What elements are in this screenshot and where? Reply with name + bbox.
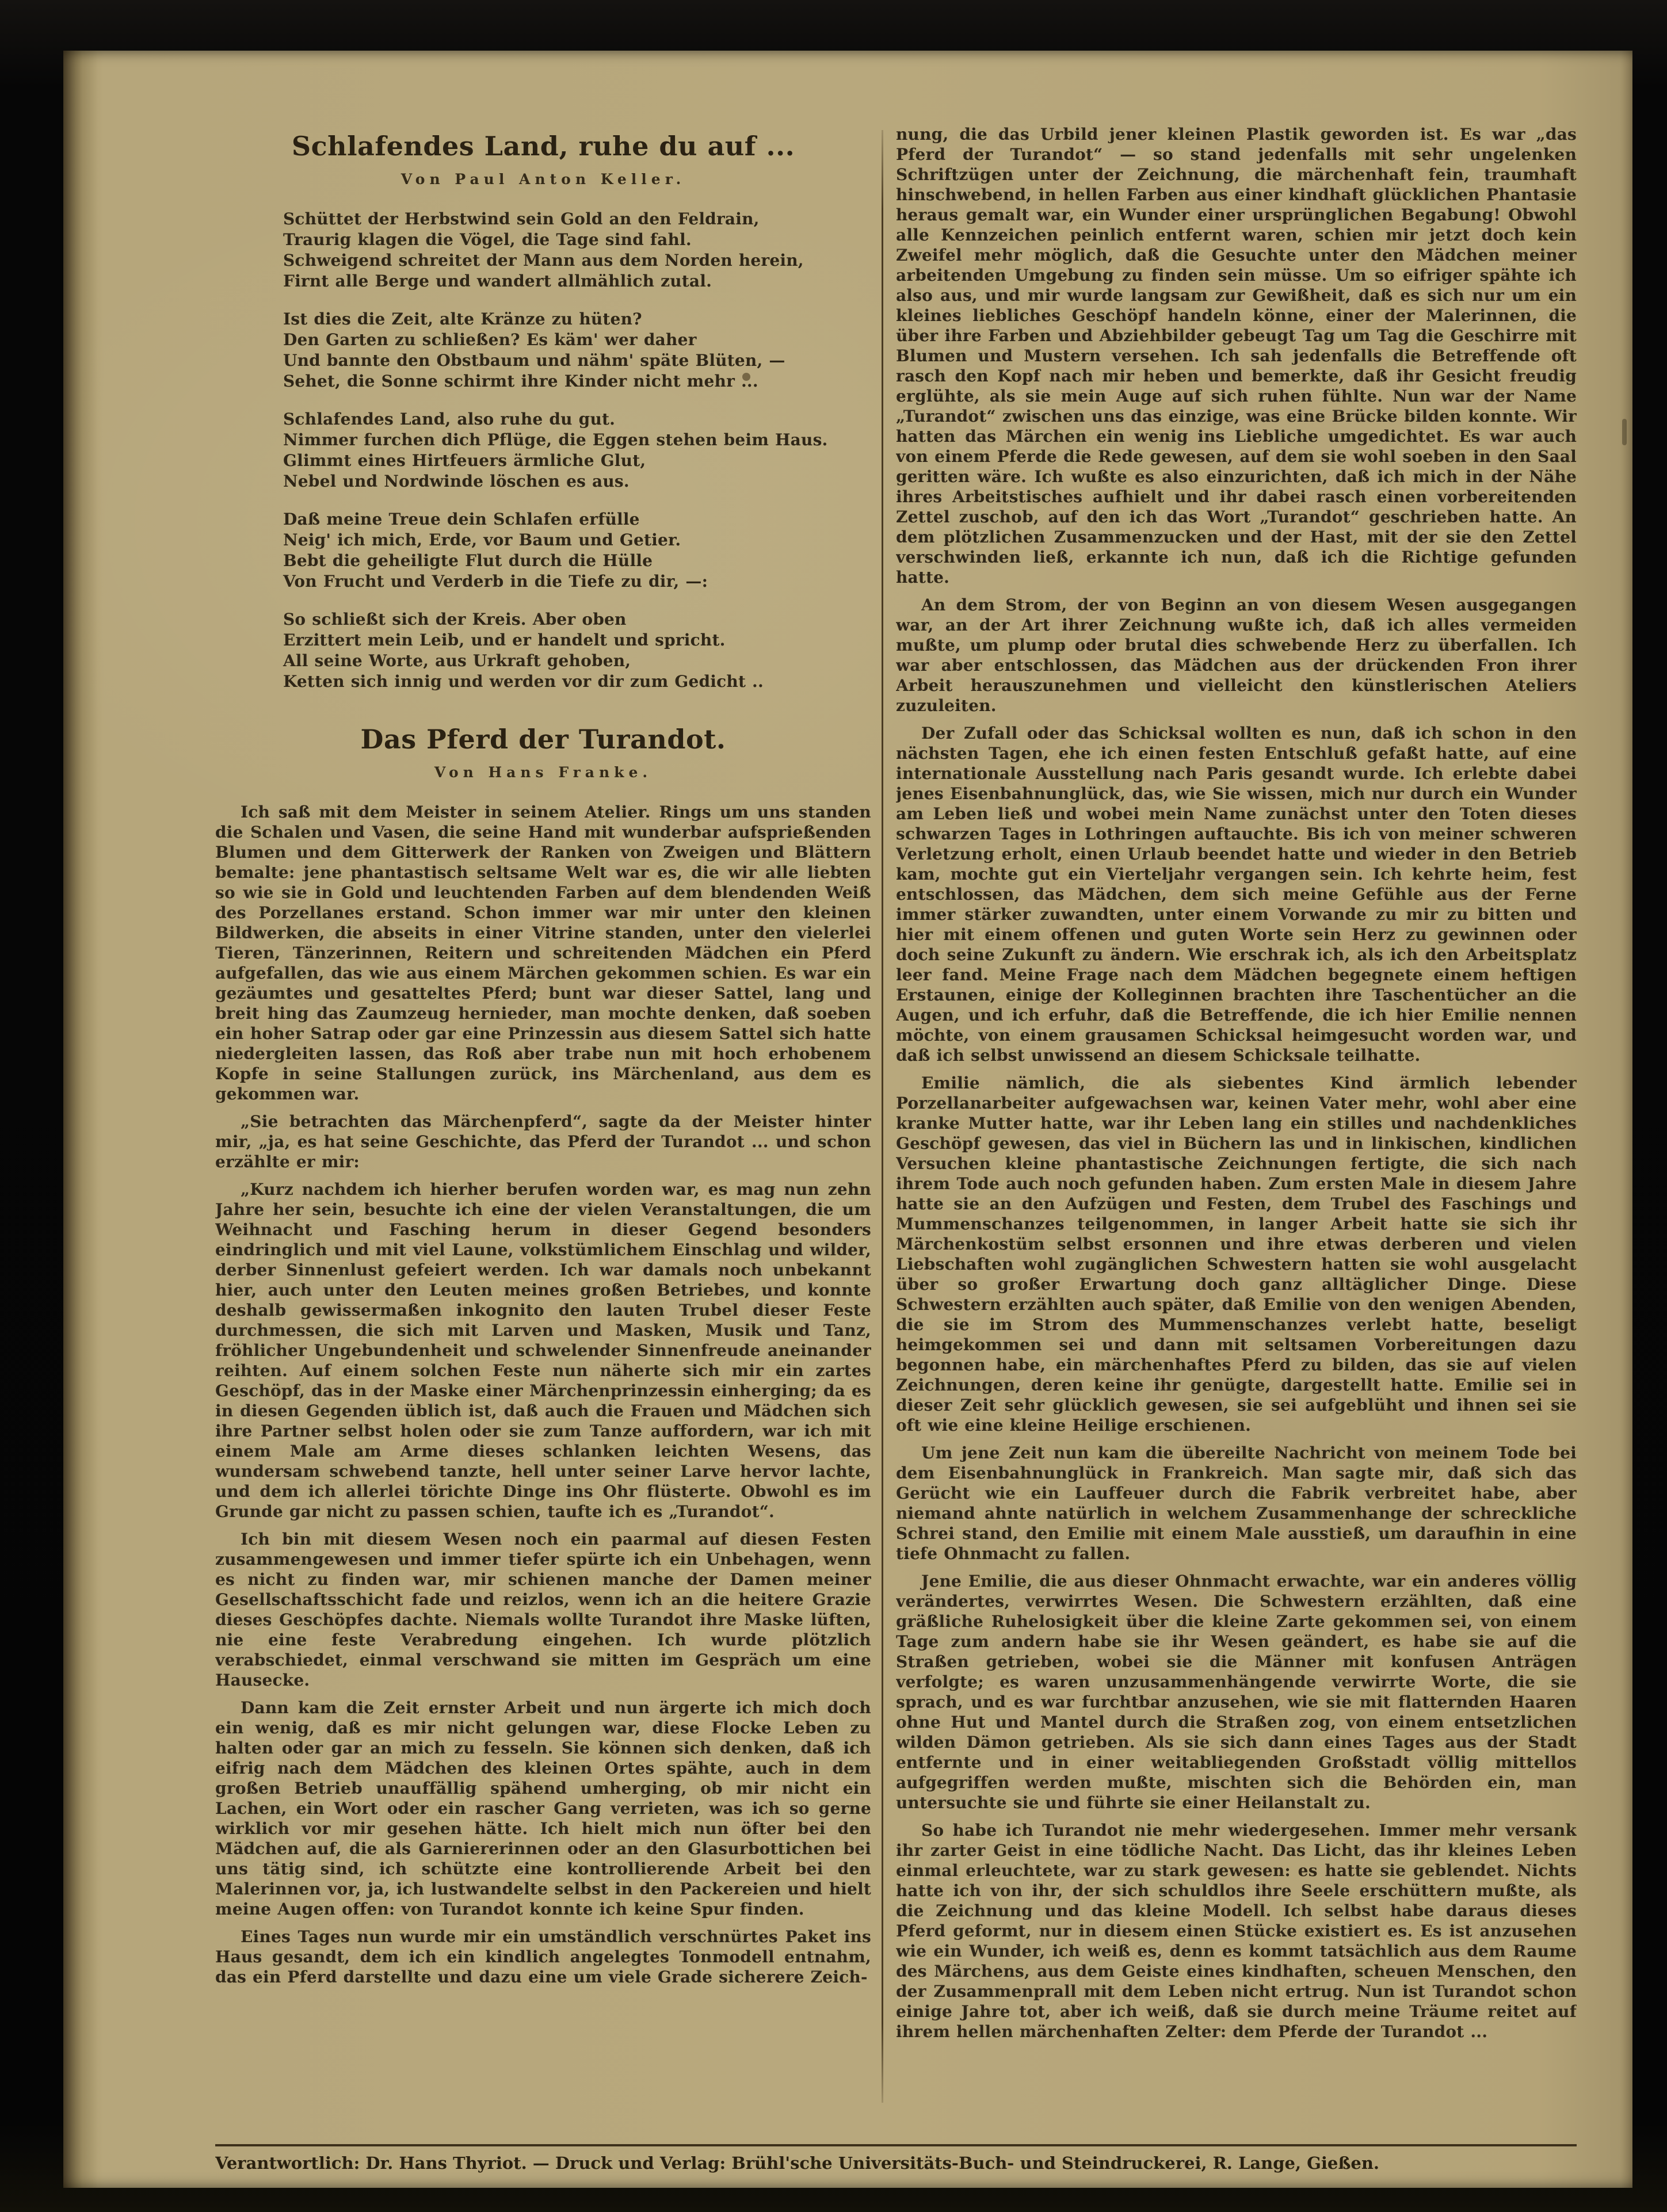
story-paragraph: Jene Emilie, die aus dieser Ohnmacht erwachte, war ein anderes völlig verändertes, verwirrtes Wesen. Die Schwestern erzählten, daß eine gräßliche Ruhelosigkeit über die kleine Zarte gekommen sei, von einem Tage zum andern habe sie ihr Wesen geändert, es habe sie auf die Straßen getrieben, wobei sie die Männer mit konfusen Anträgen verfolgte; es waren unzusammenhängende verwirrte Worte, die sie sprach, und es war furchtbar anzusehen, wie sie mit flatternden Haaren ohne Hut und Mantel durch die Straßen zog, von einem entsetzlichen wilden Dämon getrieben. Als sie sich dann eines Tages aus der Stadt entfernte und in einer weitabliegenden Großstadt völlig mittellos aufgegriffen werden mußte, mischten sich die Behörden ein, man untersuchte sie und führte sie einer Heilanstalt zu. — [896, 1572, 1577, 1812]
poem-line: Bebt die geheiligte Flut durch die Hülle — [283, 551, 653, 570]
poem-line: Den Garten zu schließen? Es käm' wer daher — [283, 330, 697, 349]
poem — [215, 209, 871, 692]
poem-byline: Von Paul Anton Keller. — [400, 171, 686, 188]
story-paragraph: An dem Strom, der von Beginn an von diesem Wesen ausgegangen war, an der Art ihrer Zeichnung wußte ich, daß ich alles vermeiden mußte, um plump oder brutal dies schwebende Herz zu überfallen. Ich war aber entschlossen, das Mädchen aus der drückenden Fron ihrer Arbeit herauszunehmen und vielleicht den künstlerischen Ateliers zuzuleiten. — [896, 595, 1577, 715]
poem-stanza-2 — [283, 309, 871, 392]
binding-shadow — [63, 51, 98, 2188]
right-column — [896, 124, 1577, 2102]
imprint-text: Verantwortlich: Dr. Hans Thyriot. — Druck und Verlag: Brühl'sche Universitäts-Buch- und Steindruckerei, R. Lange, Gießen. — [215, 2153, 1380, 2173]
poem-stanza-1 — [283, 209, 871, 292]
column-divider-rule — [882, 130, 883, 2103]
poem-line: Neig' ich mich, Erde, vor Baum und Getier. — [283, 530, 681, 549]
poem-line: Schüttet der Herbstwind sein Gold an den Feldrain, — [283, 209, 760, 228]
poem-line: Traurig klagen die Vögel, die Tage sind fahl. — [283, 230, 692, 249]
story-paragraph: Dann kam die Zeit ernster Arbeit und nun ärgerte ich mich doch ein wenig, daß es mir nicht gelungen war, diese Flocke Leben zu halten oder gar an mich zu fesseln. Sie können sich denken, daß ich eifrig nach dem Mädchen des kleinen Ortes spähte, auch in dem großen Betrieb unauffällig spähend umherging, ob mir nicht ein Lachen, ein Wort oder ein rascher Gang verrieten, was ich so gerne wirklich vor mir gesehen hätte. Ich hielt mich nun öfter bei den Mädchen auf, die als Garniererinnen oder an den Glasurbottichen bei uns tätig sind, ich schützte eine kontrollierende Arbeit bei den Malerinnen vor, ja, ich lustwandelte selbst in den Packereien und hielt meine Augen offen: von Turandot konnte ich keine Spur finden. — [215, 1698, 871, 1919]
poem-line: Schweigend schreitet der Mann aus dem Norden herein, — [283, 251, 804, 270]
newspaper-page — [63, 51, 1632, 2188]
footer — [215, 2144, 1577, 2173]
poem-line: Ist dies die Zeit, alte Kränze zu hüten? — [283, 310, 642, 328]
poem-stanza-4 — [283, 509, 871, 592]
story-byline: Von Hans Franke. — [434, 764, 653, 781]
poem-stanza-3 — [283, 409, 871, 492]
poem-line: Firnt alle Berge und wandert allmählich zutal. — [283, 272, 712, 291]
poem-line: So schließt sich der Kreis. Aber oben — [283, 610, 627, 629]
poem-line: Glimmt eines Hirtfeuers ärmliche Glut, — [283, 451, 646, 470]
poem-line: Von Frucht und Verderb in die Tiefe zu dir, —: — [283, 572, 708, 591]
poem-title: Schlafendes Land, ruhe du auf ... — [291, 131, 795, 162]
poem-line: Erzittert mein Leib, und er handelt und spricht. — [283, 631, 726, 650]
story-paragraph: „Sie betrachten das Märchenpferd“, sagte da der Meister hinter mir, „ja, es hat seine Geschichte, das Pferd der Turandot ... und schon erzählte er mir: — [215, 1112, 871, 1171]
poem-line: Und bannte den Obstbaum und nähm' späte Blüten, — — [283, 351, 785, 370]
story-paragraph: Eines Tages nun wurde mir ein umständlich verschnürtes Paket ins Haus gesandt, dem ich ein kindlich angelegtes Tonmodell entnahm, das ein Pferd darstellte und dazu eine um viele Grade sicherere Zeich- — [215, 1927, 871, 1986]
story-title: Das Pferd der Turandot. — [360, 724, 726, 755]
poem-line: Nimmer furchen dich Pflüge, die Eggen stehen beim Haus. — [283, 430, 828, 449]
poem-line: Ketten sich innig und werden vor dir zum Gedicht .. — [283, 672, 764, 691]
poem-line: Schlafendes Land, also ruhe du gut. — [283, 410, 616, 429]
story-paragraph: „Kurz nachdem ich hierher berufen worden war, es mag nun zehn Jahre her sein, besuchte ich eine der vielen Veranstaltungen, die um Weihnacht und Fasching herum in dieser Gegend besonders eindringlich und mit viel Laune, volkstümlichem Einschlag und wilder, derber Sinnenlust gefeiert werden. Ich war damals noch unbekannt hier, auch unter den Leuten meines großen Betriebes, und konnte deshalb gewissermaßen inkognito den lauten Trubel dieser Feste durchmessen, die sich mit Larven und Masken, Musik und Tanz, fröhlicher Ungebundenheit und schwelender Sinnenfreude aneinander reihten. Auf einem solchen Feste nun näherte sich mir ein zartes Geschöpf, das in der Maske einer Märchenprinzessin einherging; da es in diesen Gegenden üblich ist, daß auch die Frauen und Mädchen sich ihre Partner selbst holen oder sie zum Tanze auffordern, war ich mit einem Male am Arme dieses schlanken leichten Wesens, das wundersam schwebend tanzte, hell unter seiner Larve hervor lachte, und dem ich allerlei törichte Dinge ins Ohr flüsterte. Obwohl es im Grunde gar nicht zu passen schien, taufte ich es „Turandot“. — [215, 1180, 871, 1521]
story-paragraph: So habe ich Turandot nie mehr wiedergesehen. Immer mehr versank ihr zarter Geist in eine tödliche Nacht. Das Licht, das ihr kleines Leben einmal erleuchtete, war zu stark gewesen: es hatte sie geblendet. Nichts hatte ich von ihr, der sich schuldlos ihre Seele erschüttern mußte, als die Zeichnung und das kleine Modell. Ich selbst habe daraus dieses Pferd geformt, nur in diesem einen Stücke existiert es. Es ist anzusehen wie ein Wunder, ich weiß es, denn es kommt tatsächlich aus dem Raume des Märchens, aus dem Geiste eines kindhaften, scheuen Menschen, den der Zusammenprall mit dem Leben nicht ertrug. Nun ist Turandot schon einige Jahre tot, aber ich weiß, daß sie durch meine Träume reitet auf ihrem hellen märchenhaften Zelter: dem Pferde der Turandot ... — [896, 1821, 1577, 2041]
poem-line: Sehet, die Sonne schirmt ihre Kinder nicht mehr ... — [283, 372, 758, 391]
story-paragraph: Ich saß mit dem Meister in seinem Atelier. Rings um uns standen die Schalen und Vasen, die seine Hand mit wunderbar aufsprießenden Blumen und dem Gitterwerk der Ranken von Zweigen und Blättern bemalte: jene phantastisch seltsame Welt war es, die wir alle liebten so wie sie in Gold und leuchtenden Farben auf dem blendenden Weiß des Porzellanes erstand. Schon immer war mir unter den kleinen Bildwerken, die abseits in einer Vitrine standen, unter den vielerlei Tieren, Tänzerinnen, Reitern und schreitenden Mädchen ein Pferd aufgefallen, das wie aus einem Märchen gekommen schien. Es war ein gezäumtes und gesatteltes Pferd; bunt war dieser Sattel, lang und breit hing das Zaumzeug hernieder, man mochte denken, daß soeben ein hoher Satrap oder gar eine Prinzessin aus diesem Sattel sich hatte niedergleiten lassen, das Roß aber trabe nun mit hoch erhobenem Kopfe in seine Stallungen zurück, ins Märchenland, aus dem es gekommen war. — [215, 803, 871, 1103]
story-paragraph: Ich bin mit diesem Wesen noch ein paarmal auf diesen Festen zusammengewesen und immer tiefer spürte ich ein Unbehagen, wenn es nicht zu finden war, mir schienen manche der Damen meiner Gesellschaftsschicht fade und reizlos, wenn ich an die heitere Grazie dieses Geschöpfes dachte. Niemals wollte Turandot ihre Maske lüften, nie eine feste Verabredung eingehen. Ich wurde plötzlich verabschiedet, einmal verschwand sie mitten im Gespräch um eine Hausecke. — [215, 1530, 871, 1690]
story-paragraph: Um jene Zeit nun kam die übereilte Nachricht von meinem Tode bei dem Eisenbahnunglück in Frankreich. Man sagte mir, daß sich das Gerücht wie ein Lauffeuer durch die Fabrik verbreitet habe, aber niemand ahnte natürlich in welchem Zusammenhange der schreckliche Schrei stand, den Emilie mit einem Male ausstieß, um daraufhin in eine tiefe Ohnmacht zu fallen. — [896, 1443, 1577, 1563]
story-paragraph: Emilie nämlich, die als siebentes Kind ärmlich lebender Porzellanarbeiter aufgewachsen war, keinen Vater mehr, wohl aber eine kranke Mutter hatte, war ihr Leben lang ein stilles und nachdenkliches Geschöpf gewesen, das viel in Büchern las und in linkischen, kindlichen Versuchen kleine phantastische Zeichnungen fertigte, die sich nach ihrem Tode auch noch gefunden haben. Zum ersten Male in diesem Jahre hatte sie an den Aufzügen und Festen, dem Trubel des Faschings und Mummenschanzes teilgenommen, in langer Arbeit hatte sie sich ihr Märchenkostüm selbst ersonnen und ihre etwas derberen und vielen Liebschaften wohl zugänglichen Schwestern hatten sie wohl ausgelacht über so großer Erwartung doch ganz alltäglicher Dinge. Diese Schwestern erzählten auch später, daß Emilie von den wenigen Abenden, die sie im Strom des Mummenschanzes verlebt hatte, beseligt heimgekommen sei und dann mit seltsamen Vorbereitungen dazu begonnen habe, ein märchenhaftes Pferd zu bilden, das sie auf vielen Zeichnungen, deren keine ihr genügte, dargestellt hatte. Emilie sei in dieser Zeit sehr glücklich gewesen, sie sei aufgeblüht und ihnen sei sie oft wie eine kleine Heilige erschienen. — [896, 1073, 1577, 1435]
footer-rule — [215, 2144, 1577, 2146]
story-paragraph: Der Zufall oder das Schicksal wollten es nun, daß ich schon in den nächsten Tagen, ehe ich einen festen Entschluß gefaßt hatte, auf eine internationale Ausstellung nach Paris gesandt wurde. Ich erlebte dabei jenes Eisenbahnunglück, das, wie Sie wissen, mich nur durch ein Wunder am Leben ließ und wobei mein Name zunächst unter den Toten dieses schwarzen Tages in Lothringen auftauchte. Bis ich von meiner schweren Verletzung erholt, einen Urlaub beendet hatte und wieder in den Betrieb kam, mochte gut ein Vierteljahr vergangen sein. Ich kehrte heim, fest entschlossen, das Mädchen, dem sich meine Gefühle aus der Ferne immer stärker zuwandten, unter einem Vorwande zu mir zu bitten und hier mit einem offenen und guten Worte sein Herz zu gewinnen oder doch seine Zukunft zu ändern. Wie erschrak ich, als ich den Arbeitsplatz leer fand. Meine Frage nach dem Mädchen begegnete einem heftigen Erstaunen, einige der Kolleginnen brachten ihre Taschentücher an die Augen, und ich erfuhr, daß die Betreffende, die ich hier Emilie nennen möchte, von einem grausamen Schicksal heimgesucht worden war, und daß ich selbst unwissend an diesem Schicksale teilhatte. — [896, 724, 1577, 1065]
poem-line: Daß meine Treue dein Schlafen erfülle — [283, 510, 640, 529]
poem-line: All seine Worte, aus Urkraft gehoben, — [283, 651, 631, 670]
left-column — [215, 131, 871, 2102]
paper-edge-mark — [1622, 419, 1627, 445]
poem-stanza-5 — [283, 609, 871, 692]
poem-line: Nebel und Nordwinde löschen es aus. — [283, 472, 630, 491]
story-paragraph: nung, die das Urbild jener kleinen Plastik geworden ist. Es war „das Pferd der Turandot“ — so stand jedenfalls mit sehr ungelenken Schriftzügen unter der Zeichnung, die märchenhaft fein, traumhaft hinschwebend, in hellen Farben aus einer kindhaft glücklichen Phantasie heraus gemalt war, ein Wunder einer ursprünglichen Begabung! Obwohl alle Kennzeichen peinlich entfernt waren, schien mir jetzt doch kein Zweifel mehr möglich, daß die Gesuchte unter den Mädchen meiner arbeitenden Umgebung zu finden sein müsse. Um so eifriger spähte ich also aus, und mir wurde langsam zur Gewißheit, daß es sich nur um ein kleines liebliches Geschöpf handeln könne, einer der Malerinnen, die über ihre Farben und Abziehbilder gebeugt Tag um Tag die Geschirre mit Blumen und Mustern versehen. Ich sah jedenfalls die Betreffende oft rasch den Kopf nach mir heben und bemerkte, daß ihr Gesicht freudig erglühte, als sie mein Auge auf sich ruhen fühlte. Nun war der Name „Turandot“ zwischen uns das einzige, was eine Brücke bilden konnte. Wir hatten das Märchen ein wenig ins Liebliche umgedichtet. Es war auch von einem Pferde die Rede gewesen, auf dem sie wohl soeben in den Saal geritten wäre. Ich wußte es also einzurichten, daß ich mich in der Nähe ihres Arbeitstisches aufhielt und ihr dabei rasch einen vorbereitenden Zettel zuschob, auf den ich das Wort „Turandot“ geschrieben hatte. An dem plötzlichen Zusammenzucken und der Hast, mit der sie den Zettel verschwinden ließ, erkannte ich nun, daß ich die Richtige gefunden hatte. — [896, 125, 1577, 587]
